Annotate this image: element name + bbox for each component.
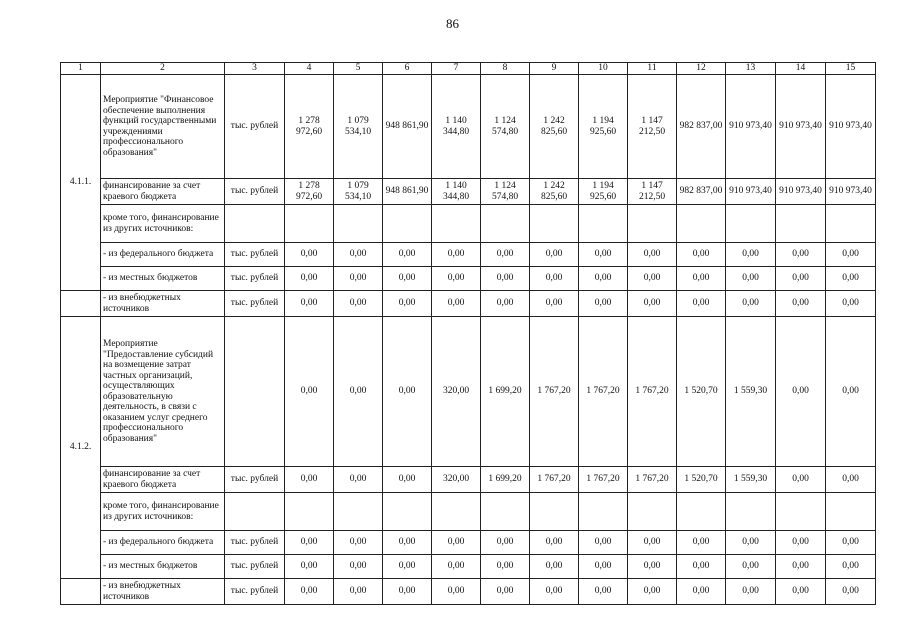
column-header: 8 bbox=[481, 63, 530, 75]
value-cell: 0,00 bbox=[726, 291, 776, 317]
value-cell: 910 973,40 bbox=[726, 75, 776, 179]
table-row bbox=[61, 291, 876, 317]
column-header: 4 bbox=[285, 63, 334, 75]
unit: тыс. рублей bbox=[225, 531, 285, 555]
value-cell: 0,00 bbox=[579, 243, 628, 267]
value-cell bbox=[826, 205, 876, 243]
value-cell: 0,00 bbox=[826, 555, 876, 579]
value-cell: 0,00 bbox=[579, 579, 628, 605]
value-cell: 0,00 bbox=[826, 531, 876, 555]
table-row bbox=[61, 531, 876, 555]
item-description: финансирование за счет краевого бюджета bbox=[101, 467, 225, 493]
value-cell: 0,00 bbox=[432, 531, 481, 555]
table-row bbox=[61, 493, 876, 531]
value-cell: 0,00 bbox=[579, 267, 628, 291]
value-cell bbox=[776, 205, 826, 243]
value-cell: 0,00 bbox=[530, 579, 579, 605]
item-description: - из федерального бюджета bbox=[101, 531, 225, 555]
value-cell bbox=[677, 205, 726, 243]
item-code bbox=[61, 579, 101, 605]
value-cell: 1 767,20 bbox=[579, 467, 628, 493]
item-description: - из внебюджетных источников bbox=[101, 579, 225, 605]
value-cell: 0,00 bbox=[776, 267, 826, 291]
value-cell: 0,00 bbox=[383, 467, 432, 493]
value-cell: 0,00 bbox=[579, 531, 628, 555]
value-cell: 1 079 534,10 bbox=[334, 179, 383, 205]
value-cell: 0,00 bbox=[726, 531, 776, 555]
value-cell bbox=[530, 493, 579, 531]
value-cell: 0,00 bbox=[383, 291, 432, 317]
value-cell: 1 278 972,60 bbox=[285, 179, 334, 205]
table-row bbox=[61, 243, 876, 267]
page-number: 86 bbox=[446, 16, 459, 31]
table-row bbox=[61, 317, 876, 467]
value-cell: 0,00 bbox=[432, 555, 481, 579]
budget-table bbox=[60, 62, 876, 605]
value-cell: 0,00 bbox=[776, 555, 826, 579]
value-cell: 0,00 bbox=[383, 317, 432, 467]
value-cell bbox=[726, 205, 776, 243]
item-description: Мероприятие "Финансовое обеспечение выполнения функций государственными учреждениями профессионального образования" bbox=[101, 75, 225, 179]
unit: тыс. рублей bbox=[225, 555, 285, 579]
value-cell: 0,00 bbox=[481, 267, 530, 291]
value-cell: 1 520,70 bbox=[677, 467, 726, 493]
unit: тыс. рублей bbox=[225, 267, 285, 291]
value-cell bbox=[628, 493, 677, 531]
value-cell: 0,00 bbox=[285, 467, 334, 493]
value-cell: 0,00 bbox=[579, 291, 628, 317]
item-description: финансирование за счет краевого бюджета bbox=[101, 179, 225, 205]
value-cell: 0,00 bbox=[776, 243, 826, 267]
value-cell: 0,00 bbox=[826, 467, 876, 493]
value-cell: 0,00 bbox=[826, 579, 876, 605]
value-cell: 0,00 bbox=[383, 531, 432, 555]
value-cell: 0,00 bbox=[826, 267, 876, 291]
column-header: 9 bbox=[530, 63, 579, 75]
value-cell: 0,00 bbox=[285, 579, 334, 605]
value-cell: 0,00 bbox=[776, 467, 826, 493]
value-cell: 1 767,20 bbox=[530, 467, 579, 493]
unit bbox=[225, 205, 285, 243]
value-cell bbox=[432, 493, 481, 531]
unit: тыс. рублей bbox=[225, 291, 285, 317]
value-cell: 1 079 534,10 bbox=[334, 75, 383, 179]
column-header: 10 bbox=[579, 63, 628, 75]
value-cell: 1 242 825,60 bbox=[530, 179, 579, 205]
value-cell: 0,00 bbox=[776, 291, 826, 317]
value-cell: 0,00 bbox=[776, 579, 826, 605]
unit: тыс. рублей bbox=[225, 243, 285, 267]
item-description: кроме того, финансирование из других источников: bbox=[101, 493, 225, 531]
value-cell: 0,00 bbox=[334, 291, 383, 317]
value-cell: 948 861,90 bbox=[383, 75, 432, 179]
value-cell: 0,00 bbox=[334, 531, 383, 555]
value-cell: 0,00 bbox=[334, 467, 383, 493]
value-cell: 948 861,90 bbox=[383, 179, 432, 205]
table-row bbox=[61, 205, 876, 243]
value-cell: 0,00 bbox=[383, 243, 432, 267]
value-cell bbox=[481, 493, 530, 531]
item-description: - из местных бюджетов bbox=[101, 267, 225, 291]
value-cell: 1 147 212,50 bbox=[628, 75, 677, 179]
table-row bbox=[61, 467, 876, 493]
column-header: 2 bbox=[101, 63, 225, 75]
table-row bbox=[61, 555, 876, 579]
value-cell: 1 699,20 bbox=[481, 467, 530, 493]
unit: тыс. рублей bbox=[225, 467, 285, 493]
column-header: 1 bbox=[61, 63, 101, 75]
value-cell: 1 520,70 bbox=[677, 317, 726, 467]
item-description: - из внебюджетных источников bbox=[101, 291, 225, 317]
value-cell bbox=[579, 493, 628, 531]
value-cell: 910 973,40 bbox=[826, 75, 876, 179]
table-row bbox=[61, 579, 876, 605]
value-cell bbox=[481, 205, 530, 243]
value-cell bbox=[530, 205, 579, 243]
value-cell: 910 973,40 bbox=[726, 179, 776, 205]
value-cell bbox=[383, 205, 432, 243]
value-cell: 910 973,40 bbox=[826, 179, 876, 205]
value-cell bbox=[285, 493, 334, 531]
unit bbox=[225, 317, 285, 467]
item-code: 4.1.2. bbox=[61, 317, 101, 579]
value-cell: 0,00 bbox=[530, 243, 579, 267]
table-row bbox=[61, 75, 876, 179]
value-cell: 1 767,20 bbox=[579, 317, 628, 467]
value-cell: 0,00 bbox=[726, 579, 776, 605]
column-header: 15 bbox=[826, 63, 876, 75]
column-header: 11 bbox=[628, 63, 677, 75]
value-cell: 0,00 bbox=[285, 555, 334, 579]
value-cell: 1 194 925,60 bbox=[579, 179, 628, 205]
value-cell: 0,00 bbox=[726, 555, 776, 579]
value-cell: 1 140 344,80 bbox=[432, 75, 481, 179]
value-cell: 0,00 bbox=[285, 317, 334, 467]
unit: тыс. рублей bbox=[225, 579, 285, 605]
value-cell: 0,00 bbox=[677, 531, 726, 555]
value-cell: 0,00 bbox=[432, 243, 481, 267]
value-cell: 0,00 bbox=[432, 291, 481, 317]
unit: тыс. рублей bbox=[225, 179, 285, 205]
value-cell: 1 124 574,80 bbox=[481, 75, 530, 179]
value-cell: 0,00 bbox=[285, 531, 334, 555]
value-cell: 1 767,20 bbox=[628, 317, 677, 467]
value-cell: 0,00 bbox=[285, 243, 334, 267]
item-code: 4.1.1. bbox=[61, 75, 101, 291]
value-cell: 1 559,30 bbox=[726, 317, 776, 467]
value-cell: 1 140 344,80 bbox=[432, 179, 481, 205]
item-description: кроме того, финансирование из других источников: bbox=[101, 205, 225, 243]
value-cell: 0,00 bbox=[677, 291, 726, 317]
value-cell: 0,00 bbox=[285, 291, 334, 317]
column-header: 14 bbox=[776, 63, 826, 75]
value-cell: 1 767,20 bbox=[628, 467, 677, 493]
column-header: 12 bbox=[677, 63, 726, 75]
column-header: 3 bbox=[225, 63, 285, 75]
value-cell bbox=[677, 493, 726, 531]
value-cell bbox=[383, 493, 432, 531]
value-cell: 0,00 bbox=[383, 555, 432, 579]
value-cell: 910 973,40 bbox=[776, 179, 826, 205]
value-cell: 0,00 bbox=[383, 267, 432, 291]
table-header-row bbox=[61, 63, 876, 75]
value-cell: 0,00 bbox=[334, 267, 383, 291]
value-cell bbox=[579, 205, 628, 243]
value-cell: 0,00 bbox=[628, 291, 677, 317]
value-cell: 0,00 bbox=[530, 267, 579, 291]
value-cell: 0,00 bbox=[677, 555, 726, 579]
value-cell: 1 699,20 bbox=[481, 317, 530, 467]
value-cell: 0,00 bbox=[334, 317, 383, 467]
value-cell bbox=[628, 205, 677, 243]
value-cell bbox=[432, 205, 481, 243]
value-cell: 0,00 bbox=[677, 267, 726, 291]
value-cell bbox=[726, 493, 776, 531]
value-cell: 0,00 bbox=[726, 243, 776, 267]
value-cell: 0,00 bbox=[530, 531, 579, 555]
column-header: 7 bbox=[432, 63, 481, 75]
value-cell: 0,00 bbox=[677, 243, 726, 267]
column-header: 6 bbox=[383, 63, 432, 75]
value-cell: 1 278 972,60 bbox=[285, 75, 334, 179]
value-cell: 0,00 bbox=[776, 317, 826, 467]
value-cell: 0,00 bbox=[628, 555, 677, 579]
value-cell: 1 147 212,50 bbox=[628, 179, 677, 205]
value-cell: 320,00 bbox=[432, 467, 481, 493]
value-cell: 1 559,30 bbox=[726, 467, 776, 493]
value-cell: 0,00 bbox=[530, 555, 579, 579]
value-cell: 0,00 bbox=[383, 579, 432, 605]
value-cell bbox=[776, 493, 826, 531]
value-cell: 0,00 bbox=[628, 243, 677, 267]
value-cell: 1 767,20 bbox=[530, 317, 579, 467]
value-cell: 0,00 bbox=[432, 267, 481, 291]
table-row bbox=[61, 267, 876, 291]
table-row bbox=[61, 179, 876, 205]
value-cell: 0,00 bbox=[826, 317, 876, 467]
value-cell: 0,00 bbox=[432, 579, 481, 605]
value-cell: 0,00 bbox=[776, 531, 826, 555]
item-description: Мероприятие "Предоставление субсидий на возмещение затрат частных организаций, осуществляющих образовательную деятельность, в связи с оказанием услуг среднего профессионального образования" bbox=[101, 317, 225, 467]
unit: тыс. рублей bbox=[225, 75, 285, 179]
value-cell: 1 242 825,60 bbox=[530, 75, 579, 179]
value-cell: 0,00 bbox=[334, 579, 383, 605]
value-cell: 0,00 bbox=[826, 243, 876, 267]
item-code bbox=[61, 291, 101, 317]
value-cell: 0,00 bbox=[481, 291, 530, 317]
value-cell: 320,00 bbox=[432, 317, 481, 467]
unit bbox=[225, 493, 285, 531]
value-cell: 0,00 bbox=[628, 267, 677, 291]
value-cell: 0,00 bbox=[726, 267, 776, 291]
value-cell: 0,00 bbox=[285, 267, 334, 291]
value-cell: 0,00 bbox=[579, 555, 628, 579]
column-header: 5 bbox=[334, 63, 383, 75]
value-cell bbox=[334, 493, 383, 531]
value-cell bbox=[826, 493, 876, 531]
value-cell: 0,00 bbox=[677, 579, 726, 605]
value-cell: 1 124 574,80 bbox=[481, 179, 530, 205]
value-cell: 0,00 bbox=[628, 579, 677, 605]
item-description: - из местных бюджетов bbox=[101, 555, 225, 579]
value-cell: 0,00 bbox=[530, 291, 579, 317]
value-cell: 910 973,40 bbox=[776, 75, 826, 179]
value-cell: 982 837,00 bbox=[677, 179, 726, 205]
column-header: 13 bbox=[726, 63, 776, 75]
value-cell: 0,00 bbox=[481, 531, 530, 555]
value-cell: 0,00 bbox=[826, 291, 876, 317]
value-cell: 1 194 925,60 bbox=[579, 75, 628, 179]
value-cell: 0,00 bbox=[481, 579, 530, 605]
value-cell: 0,00 bbox=[628, 531, 677, 555]
value-cell: 0,00 bbox=[334, 243, 383, 267]
value-cell: 0,00 bbox=[334, 555, 383, 579]
value-cell: 0,00 bbox=[481, 555, 530, 579]
value-cell: 0,00 bbox=[481, 243, 530, 267]
value-cell: 982 837,00 bbox=[677, 75, 726, 179]
value-cell bbox=[285, 205, 334, 243]
value-cell bbox=[334, 205, 383, 243]
item-description: - из федерального бюджета bbox=[101, 243, 225, 267]
